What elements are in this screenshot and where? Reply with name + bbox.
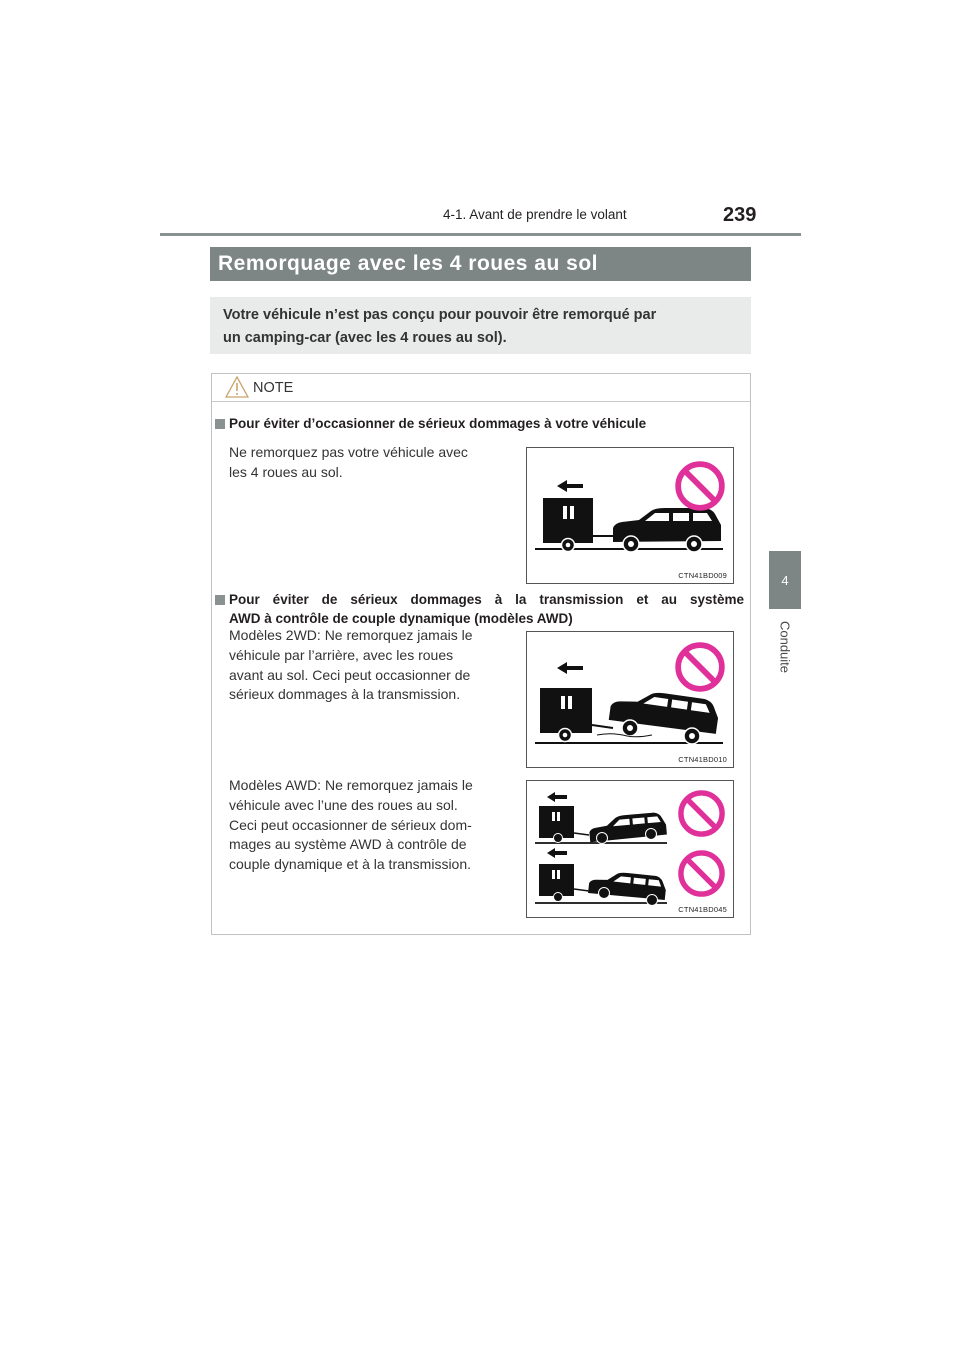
text-line: Modèles AWD: Ne remorquez jamais le bbox=[229, 777, 473, 793]
illustration-2wd-front-wheels bbox=[526, 631, 734, 768]
prohibition-icon bbox=[681, 853, 722, 894]
text-line: véhicule avec l’une des roues au sol. bbox=[229, 796, 458, 813]
note-header-divider bbox=[212, 401, 750, 402]
prohibition-icon bbox=[681, 793, 722, 834]
text-line: couple dynamique et à la transmission. bbox=[229, 856, 472, 873]
chapter-tab-number: 4 bbox=[781, 572, 789, 588]
image-code: CTN41BD009 bbox=[678, 571, 727, 580]
text-line: véhicule par l’arrière, avec les roues bbox=[229, 646, 454, 663]
page-number: 239 bbox=[723, 204, 757, 226]
note-item-2-heading-line-1: Pour éviter de sérieux dommages à la transmission et au système bbox=[229, 592, 744, 607]
prohibition-icon bbox=[678, 645, 722, 689]
bullet-square-icon bbox=[215, 595, 225, 605]
towing-prohibited-diagram bbox=[527, 448, 733, 583]
text-line: les 4 roues au sol. bbox=[229, 463, 343, 480]
text-line: Modèles 2WD: Ne remorquez jamais le bbox=[229, 627, 473, 643]
image-code: CTN41BD010 bbox=[678, 755, 727, 764]
image-code: CTN41BD045 bbox=[678, 905, 727, 914]
intro-box bbox=[210, 297, 751, 354]
text-line: avant au sol. Ceci peut occasionner de bbox=[229, 666, 471, 683]
chapter-tab-label bbox=[774, 612, 796, 682]
text-line: mages au système AWD à contrôle de bbox=[229, 836, 467, 853]
towing-prohibited-diagram bbox=[527, 781, 733, 917]
note-item-1-text bbox=[229, 443, 508, 483]
intro-line-1: Votre véhicule n’est pas conçu pour pouvoir être remorqué par bbox=[223, 307, 657, 323]
warning-triangle-icon bbox=[225, 376, 249, 398]
note-item-3-text bbox=[229, 776, 508, 875]
text-line: Ne remorquez pas votre véhicule avec bbox=[229, 444, 468, 460]
note-item-1-heading: Pour éviter d’occasionner de sérieux dommages à votre véhicule bbox=[229, 416, 647, 431]
towing-prohibited-diagram bbox=[527, 632, 733, 767]
note-item-2-heading-line-2: AWD à contrôle de couple dynamique (modèles AWD) bbox=[229, 611, 573, 626]
section-title: Remorquage avec les 4 roues au sol bbox=[210, 247, 751, 281]
note-label: NOTE bbox=[253, 380, 294, 396]
chapter-title: 4-1. Avant de prendre le volant bbox=[443, 207, 627, 222]
chapter-tab-label-text: Conduite bbox=[777, 620, 793, 674]
intro-line-2: un camping-car (avec les 4 roues au sol). bbox=[223, 330, 507, 346]
header-rule bbox=[160, 233, 801, 236]
text-line: sérieux dommages à la transmission. bbox=[229, 686, 461, 703]
prohibition-icon bbox=[678, 464, 722, 508]
note-item-2-text bbox=[229, 626, 508, 705]
bullet-square-icon bbox=[215, 419, 225, 429]
illustration-awd-any-wheels bbox=[526, 780, 734, 918]
chapter-tab[interactable] bbox=[769, 551, 801, 609]
text-line: Ceci peut occasionner de sérieux dom- bbox=[229, 816, 472, 833]
illustration-4-wheels-towed bbox=[526, 447, 734, 584]
